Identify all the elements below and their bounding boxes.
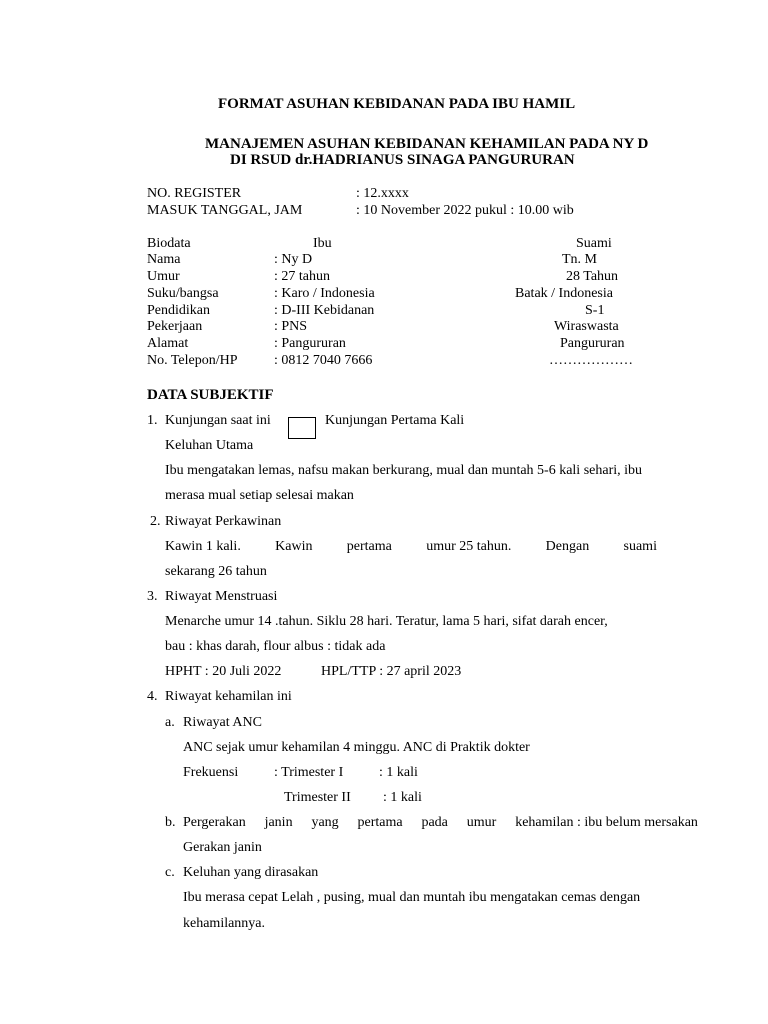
list-number: 2.	[150, 514, 161, 529]
word: janin	[264, 815, 293, 830]
word: Kawin	[275, 539, 313, 554]
register-value: : 12.xxxx	[356, 186, 409, 201]
biodata-row-label: Pendidikan	[147, 303, 210, 318]
masuk-label: MASUK TANGGAL, JAM	[147, 203, 303, 218]
biodata-row-label: No. Telepon/HP	[147, 353, 238, 368]
word: pertama	[346, 539, 392, 554]
biodata-row-suami: Batak / Indonesia	[515, 286, 613, 301]
biodata-row-ibu: : D-III Kebidanan	[274, 303, 375, 318]
trimester-1-value: : 1 kali	[379, 765, 418, 780]
kunjungan-option: Kunjungan Pertama Kali	[325, 413, 465, 428]
anc-title: Riwayat ANC	[183, 715, 262, 730]
kunjungan-label: Kunjungan saat ini	[165, 413, 271, 428]
hpl: HPL/TTP : 27 april 2023	[321, 664, 462, 679]
word: pertama	[357, 815, 403, 830]
keluhan-dirasakan-line-2: kehamilannya.	[183, 916, 266, 931]
trimester-2: Trimester II	[284, 790, 351, 805]
biodata-row-suami: Wiraswasta	[554, 319, 619, 334]
biodata-row-ibu: : Ny D	[274, 252, 313, 267]
biodata-row-ibu: : 0812 7040 7666	[274, 353, 373, 368]
perkawinan-line-2: sekarang 26 tahun	[165, 564, 267, 579]
word: pada	[421, 815, 448, 830]
trimester-1: : Trimester I	[274, 765, 344, 780]
biodata-row-suami: Tn. M	[562, 252, 597, 267]
masuk-value: : 10 November 2022 pukul : 10.00 wib	[356, 203, 574, 218]
keluhan-line-2: merasa mual setiap selesai makan	[165, 488, 354, 503]
biodata-suami-header: Suami	[576, 236, 612, 251]
biodata-ibu-header: Ibu	[313, 236, 332, 251]
biodata-row-suami: ………………	[549, 353, 633, 368]
list-number: 4.	[147, 689, 158, 704]
list-number: 3.	[147, 589, 158, 604]
menstruasi-label: Riwayat Menstruasi	[165, 589, 278, 604]
menstruasi-line-1: Menarche umur 14 .tahun. Siklu 28 hari. Teratur, lama 5 hari, sifat darah encer,	[165, 614, 608, 629]
word: Dengan	[545, 539, 590, 554]
sub-letter: c.	[165, 865, 175, 880]
sub-letter: b.	[165, 815, 176, 830]
word: umur	[466, 815, 497, 830]
kehamilan-label: Riwayat kehamilan ini	[165, 689, 292, 704]
register-label: NO. REGISTER	[147, 186, 242, 201]
word: yang	[311, 815, 339, 830]
frekuensi-label: Frekuensi	[183, 765, 239, 780]
pergerakan-line-2: Gerakan janin	[183, 840, 262, 855]
biodata-row-ibu: : Karo / Indonesia	[274, 286, 375, 301]
biodata-row-label: Pekerjaan	[147, 319, 203, 334]
keluhan-utama-title: Keluhan Utama	[165, 438, 254, 453]
hpht: HPHT : 20 Juli 2022	[165, 664, 282, 679]
biodata-row-label: Nama	[147, 252, 181, 267]
list-number: 1.	[147, 413, 158, 428]
biodata-row-ibu: : Pangururan	[274, 336, 346, 351]
keluhan-line-1: Ibu mengatakan lemas, nafsu makan berkurang, mual dan muntah 5-6 kali sehari, ibu	[165, 463, 643, 478]
anc-line-1: ANC sejak umur kehamilan 4 minggu. ANC di Praktik dokter	[183, 740, 530, 755]
biodata-row-label: Alamat	[147, 336, 189, 351]
word: umur 25 tahun.	[426, 539, 512, 554]
word: Kawin 1 kali.	[165, 539, 241, 554]
biodata-row-ibu: : 27 tahun	[274, 269, 330, 284]
biodata-row-suami: 28 Tahun	[566, 269, 619, 284]
kunjungan-checkbox[interactable]	[288, 417, 316, 439]
word: kehamilan : ibu belum mersakan	[515, 815, 698, 830]
biodata-row-suami: S-1	[585, 303, 605, 318]
document-subtitle-2: DI RSUD dr.HADRIANUS SINAGA PANGURURAN	[230, 152, 575, 168]
sub-letter: a.	[165, 715, 175, 730]
keluhan-dirasakan-line-1: Ibu merasa cepat Lelah , pusing, mual dan muntah ibu mengatakan cemas dengan	[183, 890, 641, 905]
trimester-2-value: : 1 kali	[383, 790, 422, 805]
document-title: FORMAT ASUHAN KEBIDANAN PADA IBU HAMIL	[218, 96, 576, 112]
pergerakan-line-1	[183, 815, 698, 831]
word: Pergerakan	[183, 815, 246, 830]
section-heading-subjektif: DATA SUBJEKTIF	[147, 387, 274, 403]
biodata-label: Biodata	[147, 236, 191, 251]
keluhan-dirasakan-title: Keluhan yang dirasakan	[183, 865, 319, 880]
document-subtitle-1: MANAJEMEN ASUHAN KEBIDANAN KEHAMILAN PADA NY D	[205, 136, 649, 152]
biodata-row-label: Suku/bangsa	[147, 286, 219, 301]
menstruasi-line-2: bau : khas darah, flour albus : tidak ada	[165, 639, 386, 654]
perkawinan-label: Riwayat Perkawinan	[165, 514, 282, 529]
perkawinan-line-1	[165, 539, 657, 555]
biodata-row-label: Umur	[147, 269, 180, 284]
biodata-row-ibu: : PNS	[274, 319, 308, 334]
biodata-row-suami: Pangururan	[560, 336, 625, 351]
word: suami	[623, 539, 657, 554]
